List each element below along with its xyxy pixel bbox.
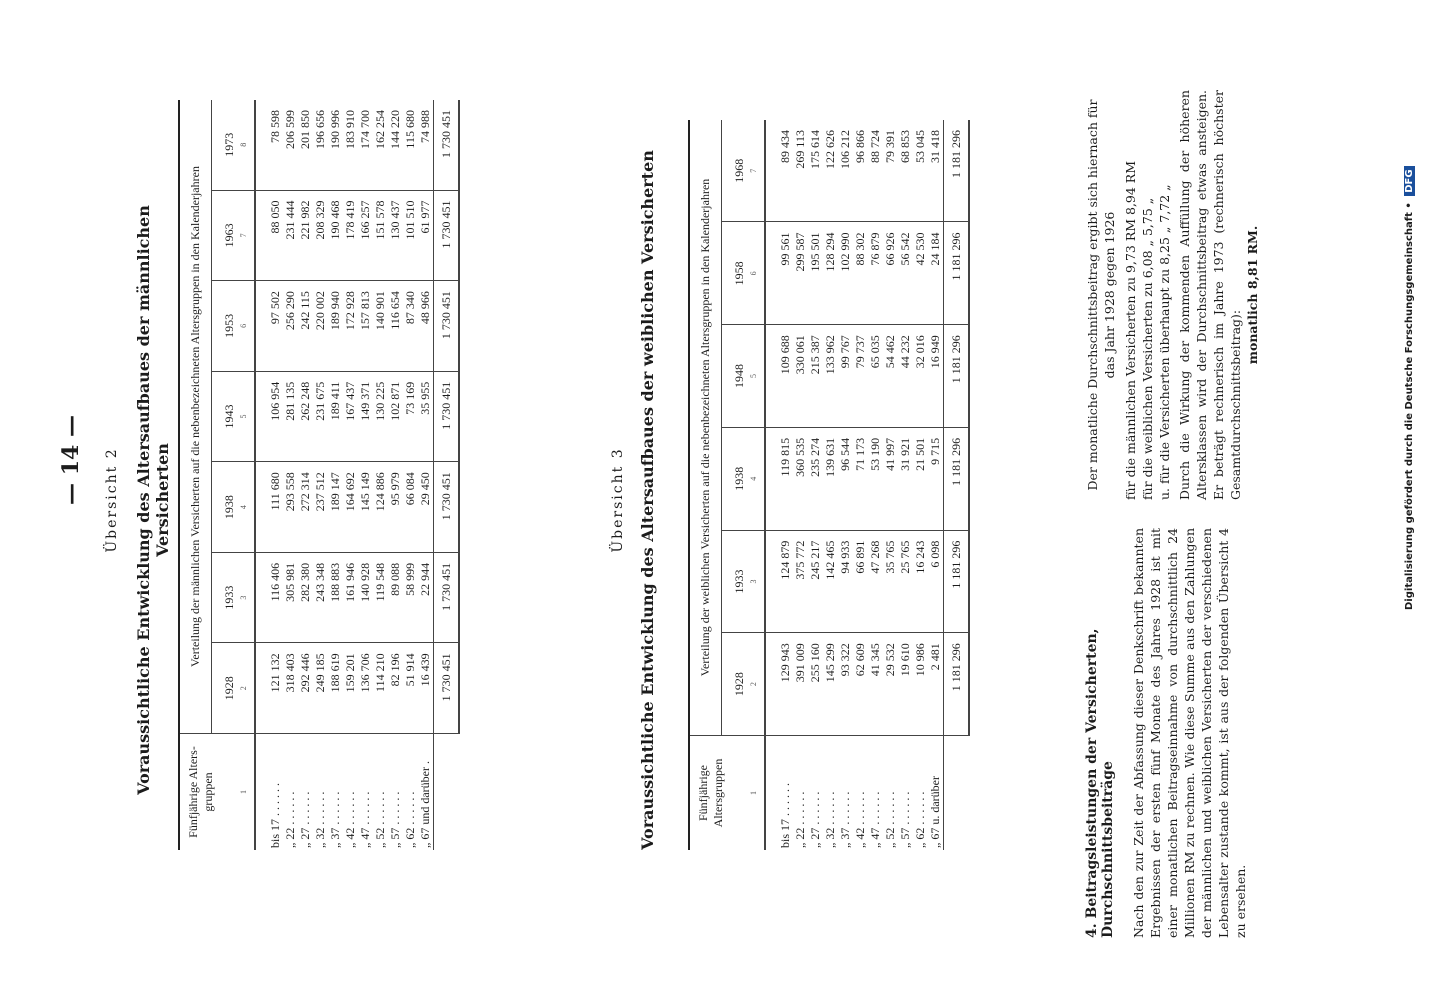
table-cell: 149 371 xyxy=(358,371,373,462)
table-cell: 29 450 xyxy=(418,462,434,553)
column-number: 7 xyxy=(749,120,765,222)
year-header: 1938 xyxy=(212,462,240,553)
table-cell: 89 434 xyxy=(765,120,793,222)
table-cell: 53 190 xyxy=(868,427,883,530)
table-cell: 130 225 xyxy=(373,371,388,462)
table-cell: 114 210 xyxy=(373,643,388,734)
table-cell: 305 981 xyxy=(283,552,298,643)
total-cell: 1 181 296 xyxy=(944,222,970,325)
table-cell: 48 966 xyxy=(418,281,434,372)
table-cell: 97 502 xyxy=(255,281,283,372)
table-cell: 128 294 xyxy=(823,222,838,325)
table-cell: 140 901 xyxy=(373,281,388,372)
total-cell: 1 730 451 xyxy=(434,643,460,734)
age-group-label: „ 62 . . . . . . xyxy=(913,791,927,848)
total-cell: 1 730 451 xyxy=(434,371,460,462)
table-cell: 32 016 xyxy=(913,325,928,428)
table-cell: 220 002 xyxy=(313,281,328,372)
age-group-label: „ 42 . . . . . . xyxy=(343,791,357,848)
table-cell: 136 706 xyxy=(358,643,373,734)
age-group-label: „ 32 . . . . . . xyxy=(823,791,837,848)
table-cell: 167 437 xyxy=(343,371,358,462)
table-cell: 116 654 xyxy=(388,281,403,372)
table-cell: 41 345 xyxy=(868,633,883,736)
right-result: monatlich 8,81 RM. xyxy=(1245,225,1260,365)
table-cell: 95 979 xyxy=(388,462,403,553)
table-row xyxy=(913,120,928,850)
year-header: 1973 xyxy=(212,100,240,190)
table-cell: 66 084 xyxy=(403,462,418,553)
table-cell: 391 009 xyxy=(793,633,808,736)
table-cell: 269 113 xyxy=(793,120,808,222)
table-cell: 299 587 xyxy=(793,222,808,325)
table-cell: 71 173 xyxy=(853,427,868,530)
table-cell: 29 532 xyxy=(883,633,898,736)
table3-heading: Übersicht 3 xyxy=(610,447,626,553)
table-cell: 330 061 xyxy=(793,325,808,428)
year-header: 1953 xyxy=(212,281,240,372)
table-cell: 96 866 xyxy=(853,120,868,222)
year-header: 1943 xyxy=(212,371,240,462)
total-cell: 1 181 296 xyxy=(944,325,970,428)
table-cell: 183 910 xyxy=(343,100,358,190)
table-cell: 111 680 xyxy=(255,462,283,553)
table-cell: 51 914 xyxy=(403,643,418,734)
table-cell: 6 098 xyxy=(928,530,944,633)
table-cell: 190 468 xyxy=(328,190,343,281)
table-cell: 16 949 xyxy=(928,325,944,428)
table-row xyxy=(298,100,313,850)
table2-title: Voraussichtliche Entwicklung des Altersaufbaues der männlichen Versicherten xyxy=(134,205,172,795)
table-cell: 35 765 xyxy=(883,530,898,633)
table-cell: 94 933 xyxy=(838,530,853,633)
table-cell: 79 737 xyxy=(853,325,868,428)
table-row xyxy=(765,120,793,850)
table-cell: 24 184 xyxy=(928,222,944,325)
column-number: 1 xyxy=(239,734,255,851)
year-header: 1948 xyxy=(722,325,750,428)
age-group-label: „ 22 . . . . . . xyxy=(283,791,297,848)
table-cell: 88 050 xyxy=(255,190,283,281)
right-paragraph: Durch die Wirkung der kommenden Auffüllung der höheren Altersklassen wird der Durchschnittsbeitrag etwas ansteigen. Er beträgt rechnerisch im Jahre 1973 (rechnerisch höchster Gesamtdurchschnittsbeitrag): xyxy=(1177,90,1243,500)
table-cell: 88 724 xyxy=(868,120,883,222)
section4-title: 4. Beitragsleistungen der Versicherten, Durchschnittsbeiträge xyxy=(1084,628,1116,938)
table-row xyxy=(388,100,403,850)
table-cell: 10 986 xyxy=(913,633,928,736)
column-number: 3 xyxy=(749,530,765,633)
table-cell: 62 609 xyxy=(853,633,868,736)
year-header: 1933 xyxy=(212,552,240,643)
table-cell: 102 871 xyxy=(388,371,403,462)
table-cell: 89 088 xyxy=(388,552,403,643)
table-cell: 79 391 xyxy=(883,120,898,222)
column-number: 6 xyxy=(239,281,255,372)
table-row xyxy=(373,100,388,850)
table2 xyxy=(178,100,460,850)
table-row xyxy=(358,100,373,850)
column-number: 1 xyxy=(749,736,765,851)
table-cell: 189 940 xyxy=(328,281,343,372)
table-cell: 282 380 xyxy=(298,552,313,643)
table-row xyxy=(838,120,853,850)
table-cell: 53 045 xyxy=(913,120,928,222)
age-group-label: „ 47 . . . . . . xyxy=(868,791,882,848)
table-cell: 76 879 xyxy=(868,222,883,325)
table-cell: 25 765 xyxy=(898,530,913,633)
table-cell: 109 688 xyxy=(765,325,793,428)
age-group-label: bis 17 . . . . . . xyxy=(778,782,792,848)
column-number: 4 xyxy=(239,462,255,553)
column-number: 7 xyxy=(239,190,255,281)
table-cell: 78 598 xyxy=(255,100,283,190)
table-cell: 31 921 xyxy=(898,427,913,530)
table-cell: 54 462 xyxy=(883,325,898,428)
table-cell: 196 656 xyxy=(313,100,328,190)
dfg-logo: DFG xyxy=(1404,166,1415,195)
table-cell: 144 220 xyxy=(388,100,403,190)
table-cell: 21 501 xyxy=(913,427,928,530)
table-cell: 174 700 xyxy=(358,100,373,190)
table3-group-header: Verteilung der weiblichen Versicherten auf die nebenbezeichneten Altersgruppen in den Kalenderjahren xyxy=(689,120,722,736)
table-cell: 101 510 xyxy=(403,190,418,281)
totals-label xyxy=(434,734,460,851)
total-cell: 1 730 451 xyxy=(434,552,460,643)
total-cell: 1 181 296 xyxy=(944,633,970,736)
age-group-label: „ 67 und darüber . xyxy=(418,761,432,848)
table-cell: 221 982 xyxy=(298,190,313,281)
totals-row xyxy=(434,100,460,850)
table-cell: 142 465 xyxy=(823,530,838,633)
year-header: 1938 xyxy=(722,427,750,530)
age-group-label: „ 47 . . . . . . xyxy=(358,791,372,848)
age-group-label: „ 37 . . . . . . xyxy=(838,791,852,848)
table-row xyxy=(255,100,283,850)
table-cell: 119 815 xyxy=(765,427,793,530)
table-cell: 175 614 xyxy=(808,120,823,222)
age-group-label: „ 42 . . . . . . xyxy=(853,791,867,848)
table-cell: 172 928 xyxy=(343,281,358,372)
table-cell: 281 135 xyxy=(283,371,298,462)
total-cell: 1 181 296 xyxy=(944,427,970,530)
table-cell: 206 599 xyxy=(283,100,298,190)
table-cell: 74 988 xyxy=(418,100,434,190)
table3-col1-header: Fünfjährige Altersgruppen xyxy=(696,758,725,828)
table-cell: 122 626 xyxy=(823,120,838,222)
table-row xyxy=(313,100,328,850)
table-cell: 88 302 xyxy=(853,222,868,325)
column-number: 8 xyxy=(239,100,255,190)
table-cell: 178 419 xyxy=(343,190,358,281)
age-group-label: „ 37 . . . . . . xyxy=(328,791,342,848)
year-header: 1928 xyxy=(722,633,750,736)
table-cell: 68 853 xyxy=(898,120,913,222)
column-number: 2 xyxy=(749,633,765,736)
column-number: 5 xyxy=(239,371,255,462)
age-group-label: „ 57 . . . . . . xyxy=(388,791,402,848)
table-cell: 215 387 xyxy=(808,325,823,428)
age-group-label: „ 52 . . . . . . xyxy=(883,791,897,848)
table-row xyxy=(928,120,944,850)
table-cell: 106 212 xyxy=(838,120,853,222)
table-row xyxy=(403,100,418,850)
table-cell: 231 675 xyxy=(313,371,328,462)
table-cell: 106 954 xyxy=(255,371,283,462)
table-cell: 116 406 xyxy=(255,552,283,643)
year-header: 1968 xyxy=(722,120,750,222)
section4-paragraph: Nach den zur Zeit der Abfassung dieser Denkschrift bekannten Ergebnissen der ersten fünf Monate des Jahres 1928 ist mit einer monatlichen Beitragseinnahme von durchschnittlich 24 Millionen RM zu rechnen. Wie diese Summe aus den Zahlungen der männlichen und weiblichen Versicherten der verschiedenen Lebensalter zustande kommt, ist aus der folgenden Übersicht 4 zu ersehen. xyxy=(1131,528,1248,938)
table-cell: 159 201 xyxy=(343,643,358,734)
table-cell: 245 217 xyxy=(808,530,823,633)
table-cell: 151 578 xyxy=(373,190,388,281)
table3-title: Voraussichtliche Entwicklung des Altersaufbaues der weiblichen Versicherten xyxy=(638,150,657,850)
table-cell: 272 314 xyxy=(298,462,313,553)
table-cell: 235 274 xyxy=(808,427,823,530)
table-cell: 293 558 xyxy=(283,462,298,553)
total-cell: 1 730 451 xyxy=(434,100,460,190)
table-cell: 129 943 xyxy=(765,633,793,736)
age-group-label: „ 52 . . . . . . xyxy=(373,791,387,848)
age-group-label: „ 27 . . . . . . xyxy=(298,791,312,848)
table-cell: 124 886 xyxy=(373,462,388,553)
table-cell: 237 512 xyxy=(313,462,328,553)
column-number: 3 xyxy=(239,552,255,643)
table-cell: 41 997 xyxy=(883,427,898,530)
table-cell: 318 403 xyxy=(283,643,298,734)
table-cell: 231 444 xyxy=(283,190,298,281)
table-cell: 115 680 xyxy=(403,100,418,190)
table-cell: 22 944 xyxy=(418,552,434,643)
age-group-label: „ 62 . . . . . . xyxy=(403,791,417,848)
table-cell: 2 481 xyxy=(928,633,944,736)
total-cell: 1 730 451 xyxy=(434,462,460,553)
table-cell: 31 418 xyxy=(928,120,944,222)
table-cell: 375 772 xyxy=(793,530,808,633)
table-cell: 360 535 xyxy=(793,427,808,530)
table-cell: 255 160 xyxy=(808,633,823,736)
table-cell: 256 290 xyxy=(283,281,298,372)
table-cell: 47 268 xyxy=(868,530,883,633)
column-number: 4 xyxy=(749,427,765,530)
table-cell: 35 955 xyxy=(418,371,434,462)
age-group-label: „ 22 . . . . . . xyxy=(793,791,807,848)
table-cell: 145 299 xyxy=(823,633,838,736)
table-row xyxy=(418,100,434,850)
table-cell: 242 115 xyxy=(298,281,313,372)
table2-col1-header: Fünfjährige Alters-gruppen xyxy=(186,746,215,838)
table-cell: 99 561 xyxy=(765,222,793,325)
column-number: 6 xyxy=(749,222,765,325)
total-cell: 1 181 296 xyxy=(944,120,970,222)
digitization-text: Digitalisierung gefördert durch die Deutsche Forschungsgemeinschaft • xyxy=(1404,202,1415,610)
table-cell: 157 813 xyxy=(358,281,373,372)
year-header: 1933 xyxy=(722,530,750,633)
right-intro: Der monatliche Durchschnittsbeitrag ergibt sich hiernach für das Jahr 1928 gegen 1926 xyxy=(1085,99,1117,491)
table-row xyxy=(868,120,883,850)
table-row xyxy=(793,120,808,850)
total-cell: 1 181 296 xyxy=(944,530,970,633)
page-number: — 14 — xyxy=(58,415,84,505)
table-cell: 145 149 xyxy=(358,462,373,553)
table-cell: 61 977 xyxy=(418,190,434,281)
table-cell: 73 169 xyxy=(403,371,418,462)
table-cell: 96 544 xyxy=(838,427,853,530)
totals-label xyxy=(944,736,970,851)
table-cell: 121 132 xyxy=(255,643,283,734)
table-cell: 208 329 xyxy=(313,190,328,281)
table-cell: 16 243 xyxy=(913,530,928,633)
table-cell: 243 348 xyxy=(313,552,328,643)
table-cell: 119 548 xyxy=(373,552,388,643)
table-cell: 66 926 xyxy=(883,222,898,325)
table-cell: 130 437 xyxy=(388,190,403,281)
table-cell: 66 891 xyxy=(853,530,868,633)
table3 xyxy=(688,120,970,850)
totals-row xyxy=(944,120,970,850)
table-cell: 133 962 xyxy=(823,325,838,428)
age-group-label: „ 57 . . . . . . xyxy=(898,791,912,848)
year-header: 1963 xyxy=(212,190,240,281)
year-header: 1928 xyxy=(212,643,240,734)
table-cell: 16 439 xyxy=(418,643,434,734)
table-cell: 166 257 xyxy=(358,190,373,281)
column-number: 5 xyxy=(749,325,765,428)
table-cell: 44 232 xyxy=(898,325,913,428)
age-group-label: bis 17 . . . . . . xyxy=(268,782,282,848)
table-cell: 188 883 xyxy=(328,552,343,643)
table-cell: 262 248 xyxy=(298,371,313,462)
table-cell: 87 340 xyxy=(403,281,418,372)
table2-group-header: Verteilung der männlichen Versicherten auf die nebenbezeichneten Altersgruppen in den Kalenderjahren xyxy=(179,100,212,734)
table2-heading: Übersicht 2 xyxy=(104,447,120,553)
table-row xyxy=(328,100,343,850)
table-row xyxy=(823,120,838,850)
table-row xyxy=(343,100,358,850)
year-header: 1958 xyxy=(722,222,750,325)
table-cell: 139 631 xyxy=(823,427,838,530)
table-cell: 42 530 xyxy=(913,222,928,325)
table-cell: 162 254 xyxy=(373,100,388,190)
table-cell: 195 501 xyxy=(808,222,823,325)
digitization-note xyxy=(1404,166,1415,610)
table-cell: 189 147 xyxy=(328,462,343,553)
table-cell: 56 542 xyxy=(898,222,913,325)
column-number: 2 xyxy=(239,643,255,734)
table-cell: 65 035 xyxy=(868,325,883,428)
table-cell: 93 322 xyxy=(838,633,853,736)
table-cell: 189 411 xyxy=(328,371,343,462)
table-cell: 188 619 xyxy=(328,643,343,734)
total-cell: 1 730 451 xyxy=(434,190,460,281)
table-cell: 201 850 xyxy=(298,100,313,190)
table-cell: 58 999 xyxy=(403,552,418,643)
total-cell: 1 730 451 xyxy=(434,281,460,372)
table-row xyxy=(853,120,868,850)
table-cell: 292 446 xyxy=(298,643,313,734)
table-cell: 19 610 xyxy=(898,633,913,736)
table-cell: 164 692 xyxy=(343,462,358,553)
table-cell: 140 928 xyxy=(358,552,373,643)
table-row xyxy=(883,120,898,850)
table-row xyxy=(283,100,298,850)
age-group-label: „ 67 u. darüber xyxy=(928,776,942,848)
age-group-label: „ 27 . . . . . . xyxy=(808,791,822,848)
age-group-label: „ 32 . . . . . . xyxy=(313,791,327,848)
table-cell: 249 185 xyxy=(313,643,328,734)
right-line-women: für die weiblichen Versicherten zu 6,08 „ 5,75 „ xyxy=(1140,197,1155,500)
table-row xyxy=(898,120,913,850)
table-cell: 124 879 xyxy=(765,530,793,633)
right-line-total: u. für die Versicherten überhaupt zu 8,25 „ 7,72 „ xyxy=(1157,184,1172,500)
table-cell: 9 715 xyxy=(928,427,944,530)
table-cell: 102 990 xyxy=(838,222,853,325)
table-cell: 161 946 xyxy=(343,552,358,643)
right-line-men: für die männlichen Versicherten zu 9,73 RM 8,94 RM xyxy=(1123,160,1138,500)
table-cell: 190 996 xyxy=(328,100,343,190)
table-row xyxy=(808,120,823,850)
table-cell: 99 767 xyxy=(838,325,853,428)
table-cell: 82 196 xyxy=(388,643,403,734)
